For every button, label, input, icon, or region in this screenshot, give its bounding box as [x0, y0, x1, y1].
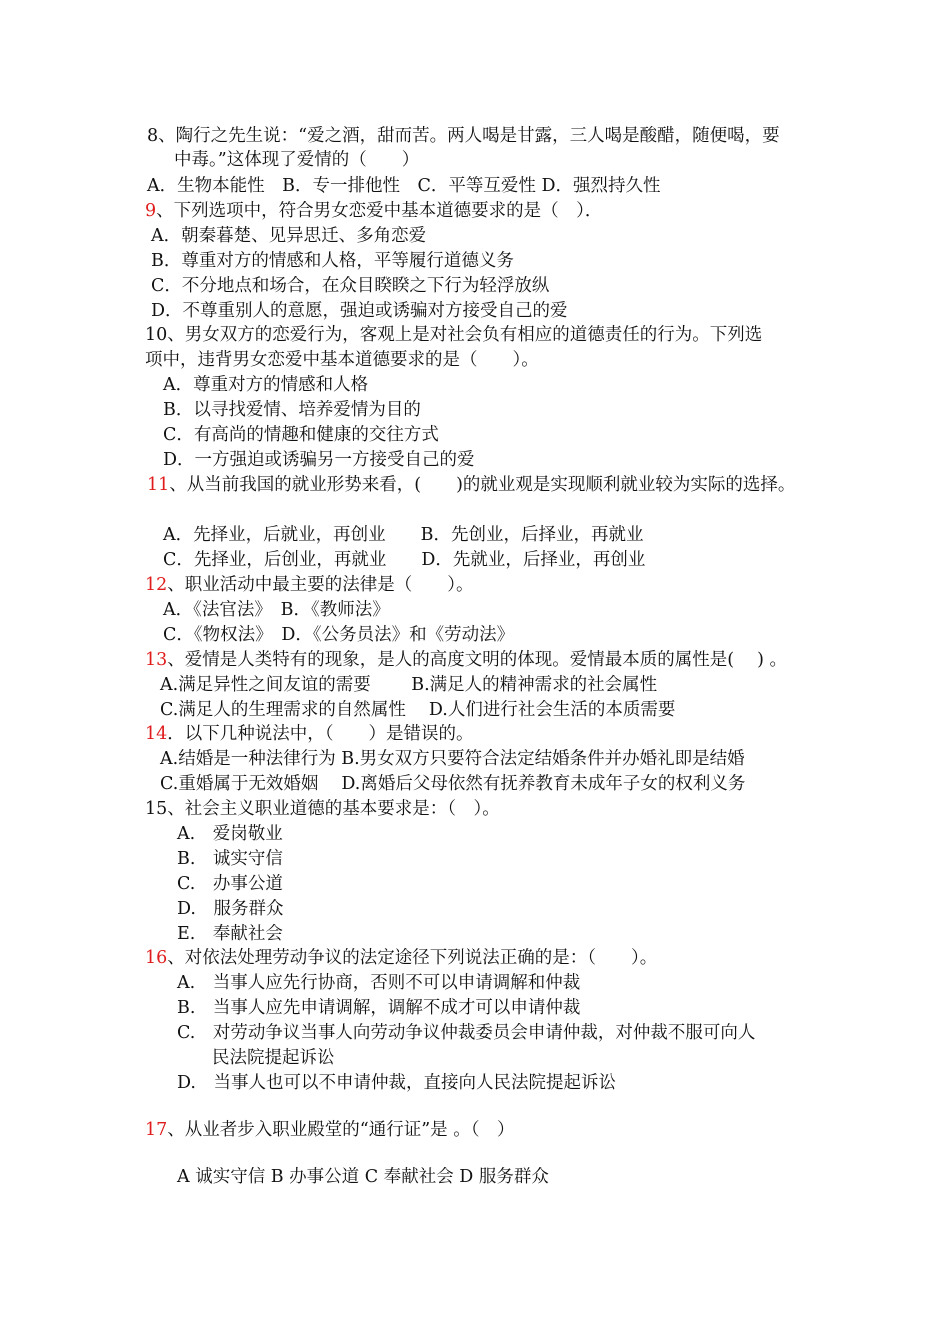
question-9-option-b: B．尊重对方的情感和人格，平等履行道德义务	[151, 251, 514, 271]
question-8-number: 8	[147, 126, 159, 146]
question-16-number: 16	[145, 948, 168, 968]
question-15-option-d: D. 服务群众	[177, 899, 284, 919]
question-11-number: 11	[147, 475, 170, 495]
question-14-options-cd: C.重婚属于无效婚姻 D.离婚后父母依然有抚养教育未成年子女的权利义务	[160, 774, 746, 794]
question-15-option-e: E. 奉献社会	[177, 924, 283, 944]
question-13-stem: 13、爱情是人类特有的现象，是人的高度文明的体现。爱情最本质的属性是( ) 。	[145, 650, 788, 670]
question-11-stem: 11、从当前我国的就业形势来看，( )的就业观是实现顺利就业较为实际的选择。	[147, 475, 796, 495]
question-10-number: 10	[145, 325, 168, 345]
question-9-option-c: C．不分地点和场合，在众目睽睽之下行为轻浮放纵	[151, 276, 550, 296]
question-17-options: A 诚实守信 B 办事公道 C 奉献社会 D 服务群众	[177, 1167, 549, 1187]
question-12-stem: 12、职业活动中最主要的法律是（ ）。	[145, 575, 474, 595]
question-17-stem: 17、从业者步入职业殿堂的“通行证”是 。（ ）	[145, 1120, 515, 1140]
question-8-stem-line1: 8、陶行之先生说：“爱之酒，甜而苦。两人喝是甘露，三人喝是酸醋，随便喝，要	[147, 126, 780, 146]
question-9-option-a: A．朝秦暮楚、见异思迁、多角恋爱	[151, 226, 427, 246]
question-9-number: 9	[145, 201, 157, 221]
question-14-stem: 14．以下几种说法中，（ ）是错误的。	[145, 724, 474, 744]
question-10-option-a: A．尊重对方的情感和人格	[163, 375, 369, 395]
question-15-option-c: C. 办事公道	[177, 874, 283, 894]
question-13-options-ab: A.满足异性之间友谊的需要 B.满足人的精神需求的社会属性	[160, 675, 658, 695]
question-10-stem-line1: 10、男女双方的恋爱行为，客观上是对社会负有相应的道德责任的行为。下列选	[145, 325, 763, 345]
question-16-stem: 16、对依法处理劳动争议的法定途径下列说法正确的是：（ ）。	[145, 948, 658, 968]
question-13-options-cd: C.满足人的生理需求的自然属性 D.人们进行社会生活的本质需要	[160, 700, 676, 720]
question-14-options-ab: A.结婚是一种法律行为 B.男女双方只要符合法定结婚条件并办婚礼即是结婚	[160, 749, 745, 769]
question-10-option-d: D．一方强迫或诱骗另一方接受自己的爱	[163, 450, 475, 470]
question-15-option-b: B. 诚实守信	[177, 849, 283, 869]
question-17-number: 17	[145, 1120, 168, 1140]
question-13-number: 13	[145, 650, 168, 670]
question-15-number: 15	[145, 799, 168, 819]
question-10-stem-line2: 项中，违背男女恋爱中基本道德要求的是（ ）。	[145, 350, 539, 370]
question-12-number: 12	[145, 575, 168, 595]
question-11-options-cd: C．先择业，后创业，再就业 D．先就业，后择业，再创业	[163, 550, 646, 570]
question-8-options: A．生物本能性 B．专一排他性 C．平等互爱性 D．强烈持久性	[147, 176, 661, 196]
question-12-options-ab: A．《法官法》 B．《教师法》	[163, 600, 390, 620]
question-16-option-c-line1: C. 对劳动争议当事人向劳动争议仲裁委员会申请仲裁，对仲裁不服可向人	[177, 1023, 756, 1043]
question-10-option-c: C．有高尚的情趣和健康的交往方式	[163, 425, 439, 445]
question-8-stem-line2: 中毒。”这体现了爱情的（ ）	[174, 150, 420, 170]
question-10-option-b: B．以寻找爱情、培养爱情为目的	[163, 400, 421, 420]
question-9-option-d: D．不尊重别人的意愿，强迫或诱骗对方接受自己的爱	[151, 301, 568, 321]
question-15-option-a: A. 爱岗敬业	[177, 824, 283, 844]
question-15-stem: 15、社会主义职业道德的基本要求是：（ ）。	[145, 799, 500, 819]
question-16-option-b: B. 当事人应先申请调解，调解不成才可以申请仲裁	[177, 998, 581, 1018]
question-14-number: 14	[145, 724, 168, 744]
question-16-option-d: D. 当事人也可以不申请仲裁，直接向人民法院提起诉讼	[177, 1073, 616, 1093]
question-12-options-cd: C．《物权法》 D．《公务员法》和《劳动法》	[163, 625, 515, 645]
question-16-option-c-line2: 民法院提起诉讼	[212, 1048, 335, 1068]
question-16-option-a: A. 当事人应先行协商，否则不可以申请调解和仲裁	[177, 973, 581, 993]
question-9-stem: 9、下列选项中，符合男女恋爱中基本道德要求的是（ ）．	[145, 201, 603, 221]
question-11-options-ab: A．先择业，后就业，再创业 B．先创业，后择业，再就业	[163, 525, 644, 545]
